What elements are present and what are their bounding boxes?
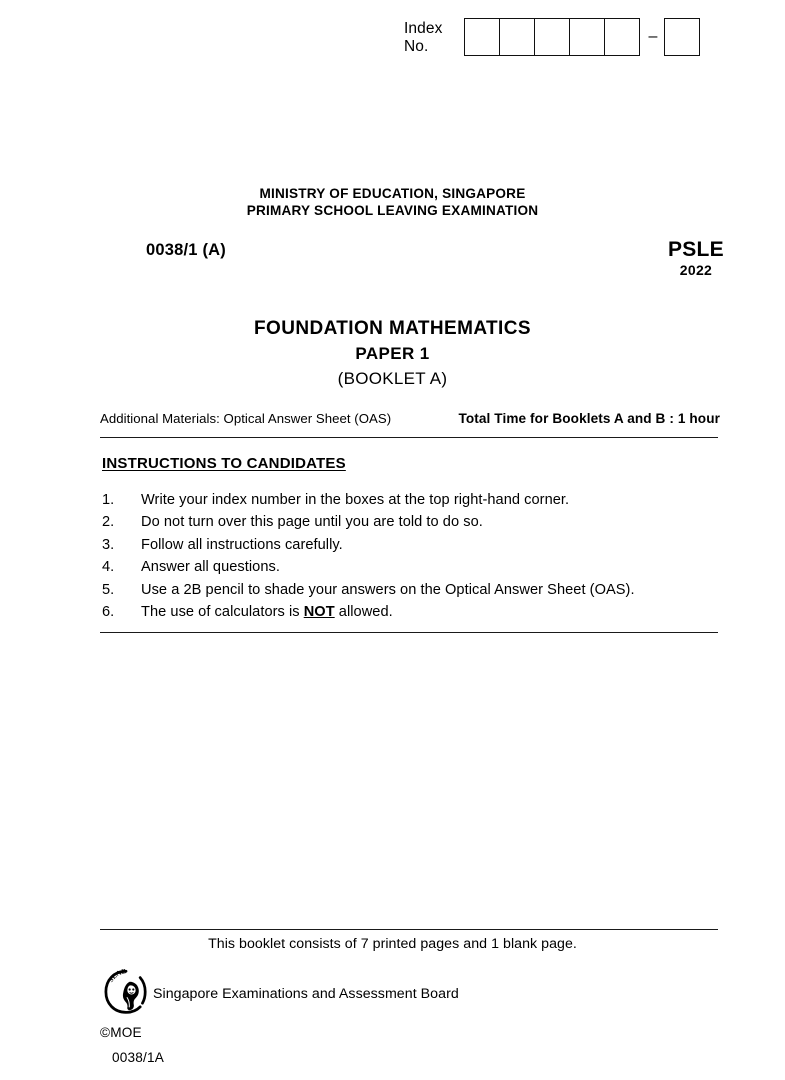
- instruction-text-pre: Do not turn over this page until you are told to do so.: [141, 514, 483, 531]
- instructions-heading: INSTRUCTIONS TO CANDIDATES: [102, 455, 346, 472]
- instruction-text: [141, 579, 722, 601]
- instruction-text: [141, 511, 722, 533]
- instruction-number: 2.: [102, 514, 115, 531]
- instruction-number: 5.: [102, 581, 115, 598]
- exam-name: PSLE: [667, 238, 724, 261]
- instruction-number: 6.: [102, 604, 115, 621]
- subject-title: FOUNDATION MATHEMATICS: [254, 318, 531, 339]
- seab-organisation-name: Singapore Examinations and Assessment Board: [153, 986, 459, 1002]
- index-digit-cell[interactable]: [570, 19, 605, 55]
- instruction-text-pre: Use a 2B pencil to shade your answers on the Optical Answer Sheet (OAS).: [141, 581, 635, 598]
- instruction-text-pre: The use of calculators is: [141, 604, 304, 621]
- divider-middle: [100, 632, 718, 633]
- paper-code-row: [0, 238, 785, 288]
- list-item: [102, 556, 722, 578]
- list-item: [102, 489, 722, 511]
- instruction-number: 3.: [102, 536, 115, 553]
- ministry-line-1: MINISTRY OF EDUCATION, SINGAPORE: [259, 186, 526, 201]
- seab-logo-icon: [103, 968, 149, 1016]
- instruction-text: [141, 534, 722, 556]
- divider-footer: [100, 929, 718, 930]
- index-digit-cell[interactable]: [465, 19, 500, 55]
- instruction-text: [141, 556, 722, 578]
- index-label-line2: No.: [404, 38, 429, 55]
- document-code: 0038/1A: [112, 1050, 165, 1065]
- index-digit-cell[interactable]: [605, 19, 640, 55]
- divider-top: [100, 437, 718, 438]
- list-item: [102, 601, 722, 623]
- svg-text:SEAB: SEAB: [107, 968, 127, 984]
- instruction-text-pre: Follow all instructions carefully.: [141, 536, 343, 553]
- index-digit-cell[interactable]: [535, 19, 570, 55]
- index-label-line1: Index: [404, 20, 443, 37]
- ministry-line-2: PRIMARY SCHOOL LEAVING EXAMINATION: [246, 202, 539, 218]
- booklet-title: (BOOKLET A): [337, 369, 448, 388]
- instruction-text: [141, 601, 722, 623]
- booklet-page-count: This booklet consists of 7 printed pages and 1 blank page.: [208, 936, 577, 952]
- instruction-number: 1.: [102, 492, 115, 508]
- index-number-boxes: [464, 18, 700, 56]
- exam-badge: [668, 238, 724, 279]
- instruction-text-pre: Answer all questions.: [141, 559, 280, 576]
- index-number-block: [404, 18, 700, 56]
- seab-branding: [103, 968, 459, 1016]
- list-item: [102, 579, 722, 601]
- index-separator-dash: –: [648, 28, 658, 45]
- total-time: Total Time for Booklets A and B : 1 hour: [458, 411, 720, 426]
- instruction-text-post: allowed.: [334, 604, 393, 621]
- instruction-number: 4.: [102, 559, 115, 576]
- index-number-label: [404, 18, 460, 56]
- list-item: [102, 511, 722, 533]
- copyright-notice: ©MOE: [100, 1025, 142, 1040]
- materials-row: [100, 411, 720, 426]
- additional-materials: Additional Materials: Optical Answer Sheet (OAS): [100, 411, 392, 426]
- instructions-list: [102, 489, 722, 623]
- index-digit-cell[interactable]: [500, 19, 535, 55]
- instruction-text: [141, 489, 722, 511]
- list-item: [102, 534, 722, 556]
- exam-year: 2022: [679, 262, 713, 278]
- instruction-emphasis: NOT: [303, 604, 335, 621]
- ministry-header: [0, 186, 785, 219]
- page-title: [0, 316, 785, 391]
- instruction-text-pre: Write your index number in the boxes at the top right-hand corner.: [141, 492, 570, 508]
- index-digit-group[interactable]: [464, 18, 640, 56]
- index-check-digit-cell[interactable]: [664, 18, 700, 56]
- paper-title: PAPER 1: [355, 344, 430, 363]
- paper-code: 0038/1 (A): [146, 241, 226, 259]
